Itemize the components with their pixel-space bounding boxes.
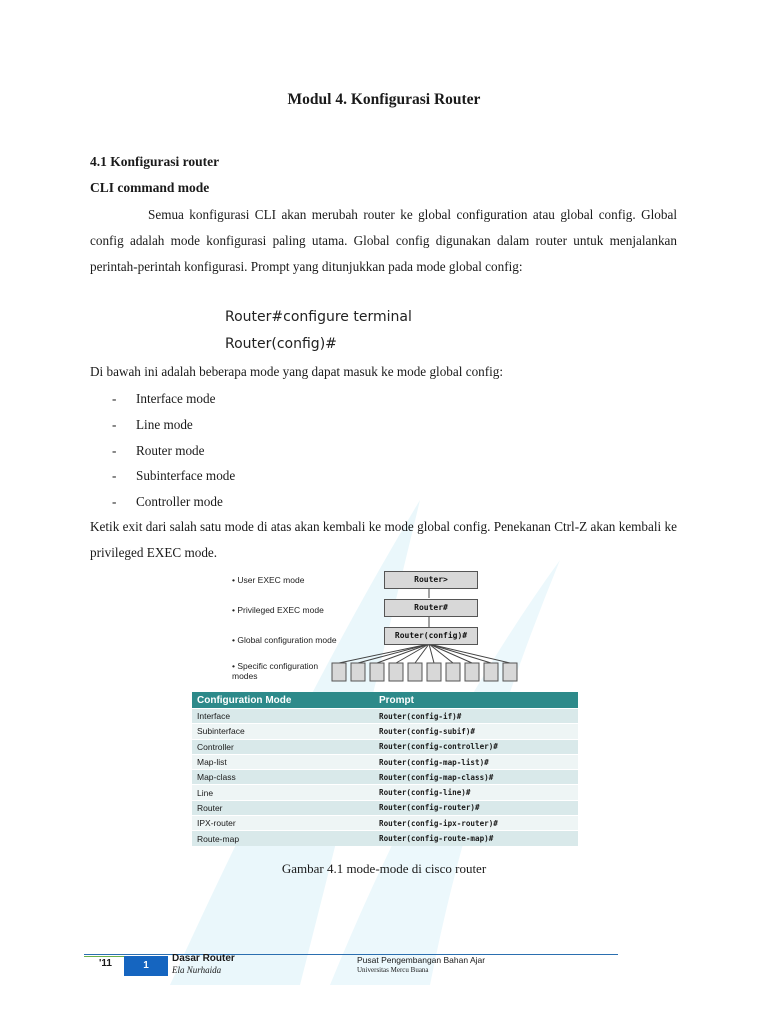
list-item-text: Router mode — [136, 442, 205, 458]
box-privileged-exec: Router# — [384, 599, 478, 617]
specific-mode-box — [351, 663, 365, 681]
paragraph-intro-text: Semua konfigurasi CLI akan merubah router ke global configuration atau global config. Global config adalah mode konfigurasi paling utama. Global config digunakan dalam router untuk menjalankan perintah-perintah konfigurasi. Prompt yang ditunjukkan pada mode global config: — [90, 207, 677, 274]
paragraph-intro — [90, 202, 677, 280]
label-specific-config: • Specific configuration modes — [232, 661, 319, 681]
config-mode-table — [192, 692, 578, 846]
footer-university: Universitas Mercu Buana — [357, 966, 429, 974]
cell-prompt: Router(config-route-map)# — [374, 831, 578, 846]
list-item-text: Line mode — [136, 416, 193, 432]
list-item-text: Subinterface mode — [136, 468, 236, 484]
specific-mode-box — [465, 663, 479, 681]
fanout-lines — [339, 644, 510, 663]
table-row — [192, 816, 578, 831]
list-marker: - — [112, 391, 117, 406]
cell-prompt: Router(config-controller)# — [374, 739, 578, 754]
header-config-mode: Configuration Mode — [192, 692, 374, 709]
table-row — [192, 785, 578, 800]
paragraph-modes-intro: Di bawah ini adalah beberapa mode yang dapat masuk ke mode global config: — [90, 364, 504, 379]
specific-mode-box — [503, 663, 517, 681]
list-marker: - — [112, 494, 117, 510]
table-row — [192, 739, 578, 754]
cell-mode: IPX-router — [192, 816, 374, 831]
page-number: 1 — [124, 956, 168, 976]
list-item-text: Controller mode — [136, 494, 223, 510]
cell-prompt: Router(config-line)# — [374, 785, 578, 800]
footer-course: Dasar Router — [172, 953, 235, 964]
table-row — [192, 709, 578, 724]
cell-prompt: Router(config-if)# — [374, 709, 578, 724]
footer-center-name: Pusat Pengembangan Bahan Ajar — [357, 955, 486, 965]
list-marker: - — [112, 416, 117, 432]
cell-mode: Map-list — [192, 754, 374, 769]
cell-mode: Line — [192, 785, 374, 800]
cell-prompt: Router(config-router)# — [374, 800, 578, 815]
cell-prompt: Router(config-map-class)# — [374, 770, 578, 785]
label-user-exec: • User EXEC mode — [232, 575, 305, 585]
table-header-row — [192, 692, 578, 709]
list-marker: - — [112, 468, 117, 484]
box-user-exec: Router> — [384, 571, 478, 589]
label-global-config: • Global configuration mode — [232, 635, 337, 645]
section-heading: 4.1 Konfigurasi router — [90, 154, 220, 169]
specific-mode-box — [446, 663, 460, 681]
label-privileged-exec: • Privileged EXEC mode — [232, 605, 324, 615]
footer-author: Ela Nurhaida — [172, 965, 222, 975]
router-modes-figure — [192, 566, 578, 846]
cell-mode: Router — [192, 800, 374, 815]
header-prompt: Prompt — [374, 692, 578, 709]
specific-mode-box — [427, 663, 441, 681]
specific-mode-box — [370, 663, 384, 681]
cell-prompt: Router(config-subif)# — [374, 724, 578, 739]
fanout-line — [396, 644, 429, 663]
specific-mode-box — [484, 663, 498, 681]
list-item-text: Interface mode — [136, 391, 216, 406]
table-row — [192, 770, 578, 785]
table-row — [192, 800, 578, 815]
footer-year: '11 — [99, 958, 112, 969]
sub-heading: CLI command mode — [90, 180, 210, 195]
footer-accent-divider — [84, 956, 124, 957]
cell-mode: Controller — [192, 739, 374, 754]
cell-mode: Subinterface — [192, 724, 374, 739]
specific-mode-box — [332, 663, 346, 681]
specific-mode-box — [408, 663, 422, 681]
cell-mode: Interface — [192, 709, 374, 724]
paragraph-exit: Ketik exit dari salah satu mode di atas akan kembali ke mode global config. Penekanan Ctrl-Z akan kembali ke privileged EXEC mode. — [90, 519, 677, 560]
cell-prompt: Router(config-map-list)# — [374, 754, 578, 769]
command-config-prompt: Router(config)# — [225, 336, 337, 352]
command-configure-terminal: Router#configure terminal — [225, 309, 412, 325]
page-title: Modul 4. Konfigurasi Router — [287, 91, 481, 108]
specific-mode-box — [389, 663, 403, 681]
box-global-config: Router(config)# — [384, 627, 478, 645]
list-marker: - — [112, 442, 117, 458]
cell-mode: Map-class — [192, 770, 374, 785]
cell-prompt: Router(config-ipx-router)# — [374, 816, 578, 831]
table-row — [192, 831, 578, 846]
cell-mode: Route-map — [192, 831, 374, 846]
fanout-line — [358, 644, 429, 663]
specific-mode-boxes — [332, 663, 517, 681]
table-row — [192, 724, 578, 739]
footer-divider — [84, 954, 618, 955]
figure-caption: Gambar 4.1 mode-mode di cisco router — [281, 861, 487, 876]
fanout-line — [429, 644, 472, 663]
fanout-line — [429, 644, 491, 663]
table-row — [192, 754, 578, 769]
